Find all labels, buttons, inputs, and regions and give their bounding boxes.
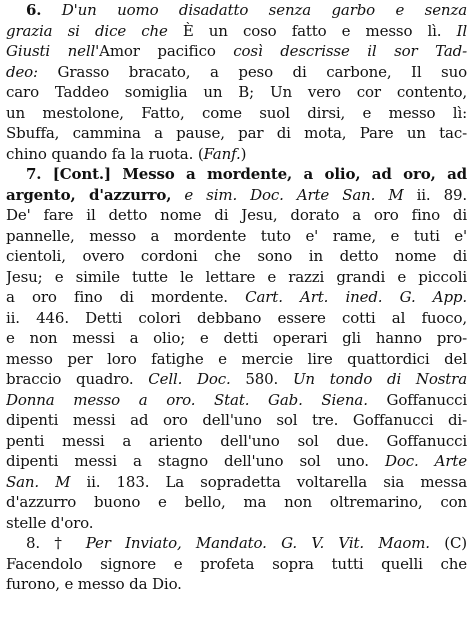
text-run: Goffanucci xyxy=(367,390,467,409)
text-run: ii. 183. La sopradetta voltarella sia messa xyxy=(70,472,467,491)
text-run: chino quando fa la ruota. ( xyxy=(6,144,204,163)
text-run: Grasso bracato, a peso di carbone, Il suo xyxy=(37,62,467,81)
text-line xyxy=(6,513,467,534)
text-run: ) xyxy=(240,144,247,163)
text-run: così descrisse il sor Tad- xyxy=(233,42,467,60)
text-run: Il xyxy=(456,21,467,40)
entry-6 xyxy=(6,0,467,164)
text-line xyxy=(6,472,467,493)
text-line xyxy=(6,287,467,308)
text-line xyxy=(6,62,467,83)
text-run: Cart. Art. ined. G. App. xyxy=(245,288,467,306)
text-run: 7. [Cont.] Messo a mordente, a olio, ad oro, ad xyxy=(26,165,467,183)
text-run: Jesu; e simile tutte le lettare e razzi grandi e piccoli xyxy=(6,267,467,286)
text-line xyxy=(6,246,467,267)
text-line xyxy=(6,349,467,370)
text-run: 8. † xyxy=(26,534,86,552)
text-run: penti messi a ariento dell'uno sol due. Goffanucci xyxy=(6,431,467,450)
text-run: a oro fino di mordente. xyxy=(6,288,246,306)
text-run: e sim. Doc. Arte San. M xyxy=(171,185,404,204)
text-run: 6. xyxy=(26,1,42,19)
text-line xyxy=(6,492,467,513)
text-run: deo: xyxy=(6,62,38,81)
text-line xyxy=(6,21,467,42)
text-line xyxy=(6,226,467,247)
text-line xyxy=(6,0,467,21)
text-run: Per Inviato, Mandato. G. V. Vit. Maom. xyxy=(85,534,430,552)
text-line xyxy=(6,369,467,390)
text-run: Facendolo signore e profeta sopra tutti quelli che xyxy=(6,554,467,573)
text-run: dipenti messi ad oro dell'uno sol tre. Goffanucci di- xyxy=(6,411,467,429)
text-run: stelle d'oro. xyxy=(6,513,94,532)
text-line xyxy=(6,41,467,62)
text-run: argento, d'azzurro, xyxy=(6,185,172,204)
text-line xyxy=(6,451,467,472)
text-run: e non messi a olio; e detti operari gli hanno pro- xyxy=(6,329,467,347)
text-run: ii. 89. xyxy=(403,185,467,204)
text-run: d'azzurro buono e bello, ma non oltremarino, con xyxy=(6,493,467,511)
text-line xyxy=(6,82,467,103)
text-run: Giusti nell' xyxy=(6,42,100,60)
text-line xyxy=(6,328,467,349)
text-run: Fanf. xyxy=(203,144,241,163)
text-run: furono, e messo da Dio. xyxy=(6,575,182,593)
text-run: Stat. Gab. Siena. xyxy=(214,390,368,409)
text-run: 580. xyxy=(230,370,293,388)
text-line xyxy=(6,308,467,329)
text-run: Donna messo a oro. xyxy=(6,390,215,409)
text-line xyxy=(6,390,467,411)
text-run: D'un uomo disadatto senza garbo e senza xyxy=(41,1,467,19)
text-line xyxy=(6,554,467,575)
text-run: San. M xyxy=(6,472,71,491)
text-run: cientoli, overo cordoni che sono in detto nome di xyxy=(6,247,467,265)
text-run: un mestolone, Fatto, come suol dirsi, e messo lì: xyxy=(6,103,467,122)
text-line xyxy=(6,431,467,452)
text-run: braccio quadro. xyxy=(6,370,149,388)
text-run: messo per loro fatighe e mercie lire quattordici del xyxy=(6,349,467,368)
text-run: ii. 446. Detti colori debbano essere cotti al fuoco, xyxy=(6,308,467,327)
text-line xyxy=(6,164,467,185)
text-run: De' fare il detto nome di Jesu, dorato a oro fino di xyxy=(6,206,467,224)
text-run: (C) xyxy=(429,534,467,552)
text-line xyxy=(6,103,467,124)
text-run: dipenti messi a stagno dell'uno sol uno. xyxy=(6,452,385,470)
text-line xyxy=(6,267,467,288)
text-run: Sbuffa, cammina a pause, par di mota, Pare un tac- xyxy=(6,124,467,142)
text-run: Cell. Doc. xyxy=(148,370,231,388)
text-line xyxy=(6,574,467,595)
text-run: Amor pacifico xyxy=(99,42,234,60)
text-line xyxy=(6,123,467,144)
text-run: Doc. Arte xyxy=(384,452,467,470)
text-line xyxy=(6,205,467,226)
text-run: grazia si dice che xyxy=(6,21,168,40)
text-run: È un coso fatto e messo lì. xyxy=(167,21,457,40)
text-run: Un tondo di Nostra xyxy=(292,370,467,388)
text-line xyxy=(6,144,467,165)
text-run: pannelle, messo a mordente tuto e' rame, e tuti e' xyxy=(6,226,467,245)
text-line xyxy=(6,185,467,206)
entry-7 xyxy=(6,164,467,533)
entry-8 xyxy=(6,533,467,595)
text-line xyxy=(6,410,467,431)
text-run: caro Taddeo somiglia un B; Un vero cor contento, xyxy=(6,83,467,101)
text-line xyxy=(6,533,467,554)
